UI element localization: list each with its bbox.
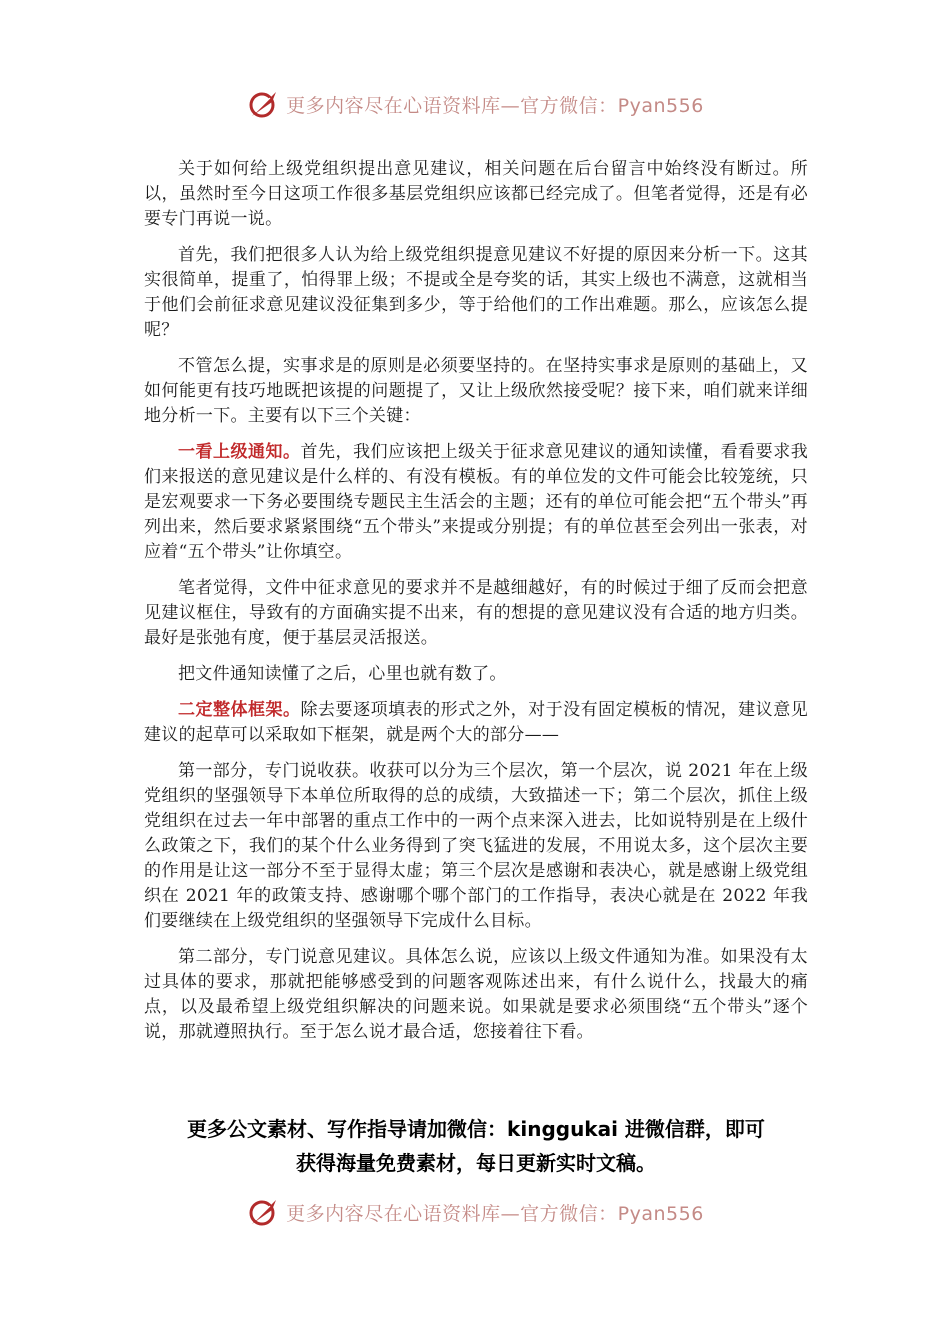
keyword-heading: 二定整体框架。 (178, 700, 301, 720)
quill-logo-icon (246, 86, 282, 122)
footer-banner-text: 更多内容尽在心语资料库—官方微信：Pyan556 (286, 1202, 704, 1225)
paragraph-part-two: 第二部分，专门说意见建议。具体怎么说，应该以上级文件通知为准。如果没有太过具体的要求，那就把能够感受到的问题客观陈述出来，有什么说什么，找最大的痛点，以及最希望上级党组织解决的问题来说。如果就是要求必须围绕“五个带头”逐个说，那就遵照执行。至于怎么说才最合适，您接着往下看。 (144, 947, 808, 1042)
paragraph-reasons: 首先，我们把很多人认为给上级党组织提意见建议不好提的原因来分析一下。这其实很简单，提重了，怕得罪上级；不提或全是夸奖的话，其实上级也不满意，这就相当于他们会前征求意见建议没征集到多少，等于给他们的工作出难题。那么，应该怎么提呢？ (144, 245, 808, 340)
article-body (144, 157, 808, 1056)
paragraph-intro: 关于如何给上级党组织提出意见建议，相关问题在后台留言中始终没有断过。所以，虽然时至今日这项工作很多基层党组织应该都已经完成了。但笔者觉得，还是有必要专门再说一说。 (144, 159, 808, 229)
promo-line-2: 获得海量免费素材，每日更新实时文稿。 (296, 1151, 656, 1175)
promo-notice (144, 1112, 808, 1180)
promo-line-1: 更多公文素材、写作指导请加微信：kinggukai 进微信群，即可 (187, 1117, 765, 1141)
keyword-heading: 一看上级通知。 (178, 442, 301, 462)
paragraph-part-one: 第一部分，专门说收获。收获可以分为三个层次，第一个层次，说 2021 年在上级党组织的坚强领导下本单位所取得的总的成绩，大致描述一下；第二个层次，抓住上级党组织在过去一年中部署的重点工作中的一两个点来深入进去，比如说特别是在上级什么政策之下，我们的某个什么业务得到了突飞猛进的发展，不用说太多，这个层次主要的作用是让这一部分不至于显得太虚；第三个层次是感谢和表决心，就是感谢上级党组织在 2021 年的政策支持、感谢哪个哪个部门的工作指导，表决心就是在 2022 年我们要继续在上级党组织的坚强领导下完成什么目标。 (144, 761, 808, 931)
footer-banner (0, 1192, 950, 1232)
paragraph-opinion: 笔者觉得，文件中征求意见的要求并不是越细越好，有的时候过于细了反而会把意见建议框住，导致有的方面确实提不出来，有的想提的意见建议没有合适的地方归类。最好是张弛有度，便于基层灵活报送。 (144, 578, 808, 648)
paragraph-principle: 不管怎么提，实事求是的原则是必须要坚持的。在坚持实事求是原则的基础上，又如何能更有技巧地既把该提的问题提了，又让上级欣然接受呢？接下来，咱们就来详细地分析一下。主要有以下三个关键： (144, 356, 808, 426)
header-banner (0, 84, 950, 124)
paragraph-key-one: 一看上级通知。首先，我们应该把上级关于征求意见建议的通知读懂，看看要求我们来报送的意见建议是什么样的、有没有模板。有的单位发的文件可能会比较笼统，只是宏观要求一下务必要围绕专题民主生活会的主题；还有的单位可能会把“五个带头”再列出来，然后要求紧紧围绕“五个带头”来提或分别提；有的单位甚至会列出一张表，对应着“五个带头”让你填空。 (144, 442, 808, 562)
paragraph-key-two: 二定整体框架。除去要逐项填表的形式之外，对于没有固定模板的情况，建议意见建议的起草可以采取如下框架，就是两个大的部分—— (144, 700, 808, 745)
quill-logo-icon (246, 1194, 282, 1230)
header-banner-text: 更多内容尽在心语资料库—官方微信：Pyan556 (286, 94, 704, 117)
paragraph-summary: 把文件通知读懂了之后，心里也就有数了。 (178, 664, 507, 684)
